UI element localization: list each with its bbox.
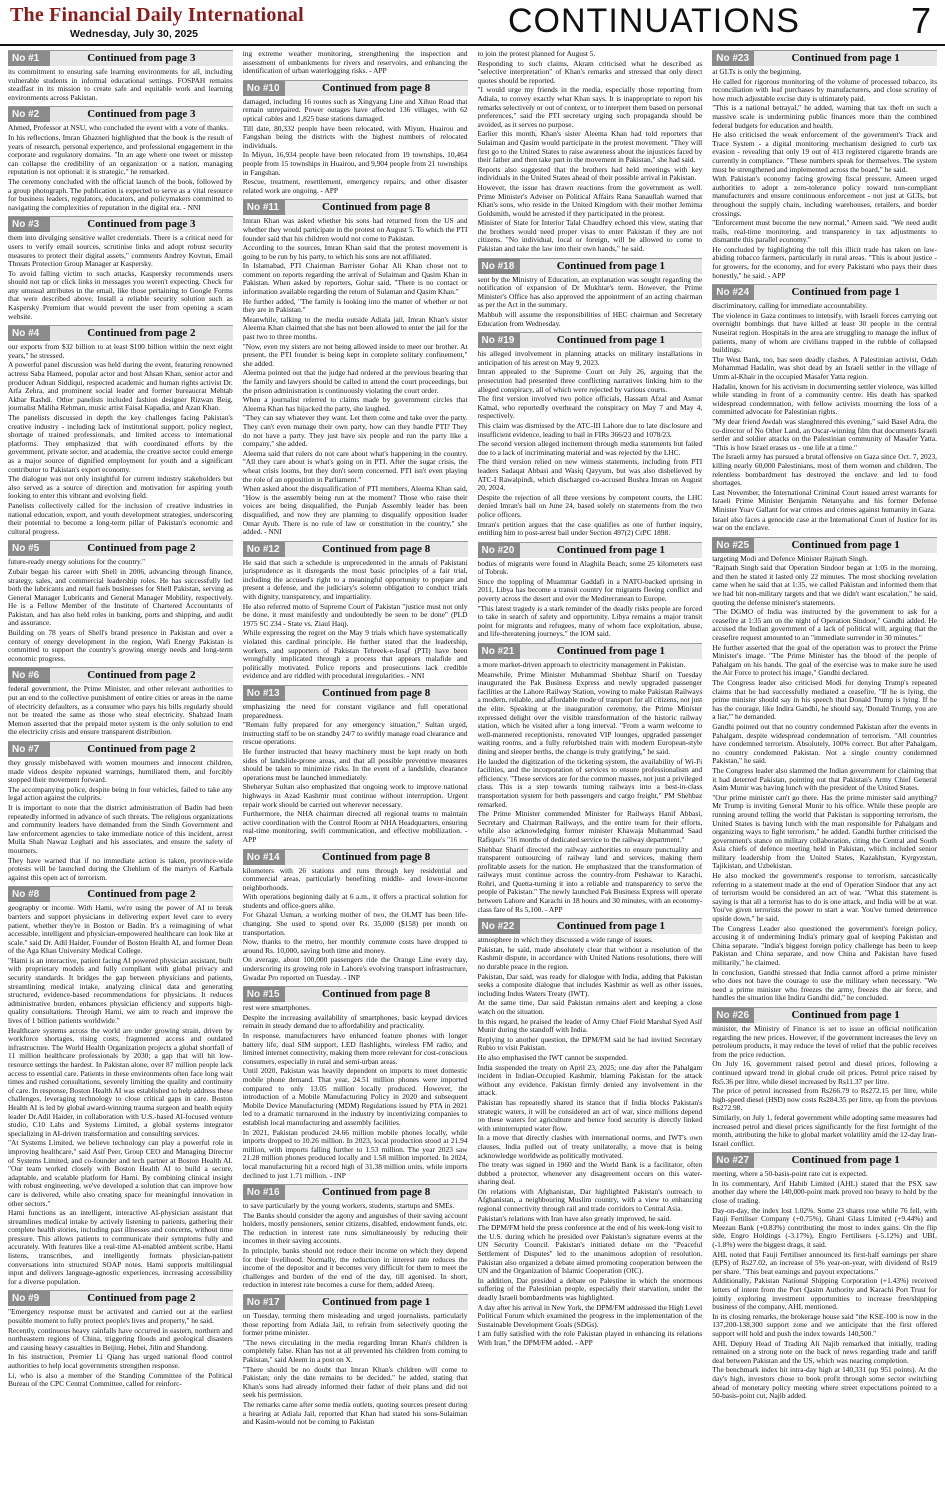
continuation-article [8, 667, 233, 737]
article-paragraph: The Congress leader also slammed the Indian government for claiming that it had deterred Pakistan, pointing out that Pakistan's Army Chief General Asim Munir was having lunch with the president of the United States. [712, 765, 937, 793]
article-paragraph: The West Bank, too, has seen deadly clashes. A Palestinian activist, Odah Mohammad Hadalin, was shot dead by an Israeli settler in the village of Umm al-Khair in the occupied Masafer Yatta region. [712, 354, 937, 381]
article-paragraph: "At Systems Limited, we believe technology can play a powerful role in improving healthcare," said Asif Peer, Group CEO and Managing Director of Systems Limited, and co-founder and tech partner at Boston Health AI. "Our team worked closely with Boston Health AI to build a secure, adaptable, and scalable platform for Hami. By combining clinical insight with robust engineering, we've developed a solution that can improve how care is delivered, while also creating space for meaningful innovation in other sectors." [8, 1138, 233, 1208]
continuation-header [243, 541, 468, 557]
article-paragraph: A powerful panel discussion was held during the event, featuring renowned actress Saba Hameed, popular actor and host Ahsan Khan, senior actor and producer Adnan Siddiqui, respected academic and human rights activist Dr. Arfa Zehra, and prominent social leader and former bureaucrat Mehtab Akbar Rashdi. Other panelists included fashion designer Rizwan Beig, journalist Maliha Rehman, music artist Faisal Kapadia, and Azan Khan. [8, 360, 233, 413]
article-paragraph: Zubair began his career with Shell in 2006, advancing through finance, strategy, sales, and commercial leadership roles. He has successfully led both the lubricants and retail fuels businesses for Shell Pakistan, serving as General Manager Lubricants and General Manager Mobility, respectively. He is a Fellow Member of the Institute of Chartered Accountants of Pakistan, and has also held roles in banking, ports and shipping, and audit and assurance. [8, 566, 233, 628]
continued-from-label: Continued from page 3 [87, 108, 196, 121]
continued-from-label: Continued from page 1 [791, 538, 900, 551]
continued-from-label: Continued from page 1 [556, 259, 666, 272]
continuation-number: No #21 [478, 644, 520, 659]
article-paragraph: In addition, Dar presided a debate on Palestine in which the enormous suffering of the Palestinian people, especially their starvation, under the deadly Israeli bombardments was highlighted. [477, 1275, 703, 1302]
article-paragraph: AHL Deputy Head of Trading Ali Najib remarked that initially, trading remained on a strong note on the back of news regarding trade and tariff deal between Pakistan and the US, which was nearing completion. [712, 1338, 937, 1365]
article-paragraph: The Congress Leader also questioned the government's foreign policy, accusing it of undermining India's primary goal of keeping Pakistan and China separate. "India's biggest foreign policy challenge has been to keep Pakistan and China separate, and now China and Pakistan have fused militarily," he claimed. [712, 923, 937, 967]
article-paragraph: Rescue, treatment, resettlement, emergency repairs, and other disaster related work are ongoing. - APP [242, 177, 468, 195]
continuation-header [712, 1152, 937, 1168]
article-paragraph: He said that such a schedule is unprecedented in the annals of Pakistani jurisprudence as it disregards the most basic principles of a fair trial, including the accused's right to a meaningful opportunity to prepare and present a defense, and the judiciary's solemn obligation to conduct trials with dignity, transparency, and impartiality. [242, 557, 468, 602]
article-paragraph: According to the sources, Imran Khan said that the protest movement is going to be run by his party, to which his sons are not affiliated. [242, 243, 468, 261]
article-paragraph: his alleged involvement in planning attacks on military installations in anticipation of his arrest on May 9, 2023. [477, 349, 703, 367]
continued-from-label: Continued from page 8 [321, 201, 431, 214]
article-paragraph: In 2021, Pakistan produced 24.66 million mobile phones locally, while imports dropped to 10.26 million. In 2023, local production stood at 21.94 million, with imports falling further to 1.53 million. The year 2023 saw 21.28 million phones produced locally and 1.58 million imported. In 2024, local manufacturing hit a record high of 31.38 million units, while imports declined to just 1.71 million. - INP [242, 1127, 468, 1180]
continuation-number: No #8 [8, 887, 50, 902]
article-paragraph: minister, the Ministry of Finance is set to issue an official notification regarding the new prices. However, if the government increases the levy on petroleum products, it may reduce the level of relief that the public receives from the price reduction. [712, 1023, 937, 1059]
continuation-number: No #9 [8, 1291, 50, 1306]
continuation-header [243, 849, 468, 865]
continuation-number: No #5 [8, 541, 50, 556]
article-paragraph: The third version relied on new witness statements, including from PTI leaders Sadaqat Abbasi and Wasiq Qayyum, but was also disbelieved by ATC-I Rawalpindi, which discharged co-accused Bushra Imran on August 20, 2024. [477, 457, 703, 493]
article-paragraph: "This is a national betrayal," he added, warning that tax theft on such a massive scale is undermining public finances more than the combined federal budgets for education and health. [712, 103, 937, 130]
continued-from-label: Continued from page 1 [791, 1154, 900, 1167]
article-paragraph: Earlier this month, Khan's sister Aleema Khan had told reporters that Sulaiman and Qasim would participate in the protest movement. "They will first go to the United States to raise awareness about the injustices faced by their father and then take part in the movement in Pakistan," she had said. [477, 129, 703, 165]
continuation-header [243, 1294, 468, 1310]
continuation-article [712, 1007, 937, 1148]
continuation-number: No #13 [243, 686, 285, 701]
article-paragraph: Pakistan, Dar said, was ready for dialogue with India, adding that Pakistan seeks a composite dialogue that includes Kashmir as well as other issues, including Indus Waters Treaty (IWT). [477, 971, 703, 998]
article-paragraph: Pakistan has repeatedly shared its stance that if India blocks Pakistan's strategic waters, it will be considered an act of war, since millions depend on these waters for agriculture and hence food security is directly linked with uninterrupted water flow. [477, 1097, 703, 1133]
article-paragraph: When asked about the disqualification of PTI members, Aleema Khan said, "How is the assembly being run at the moment? Those who raise their voices are being disqualified, the Punjab Assembly leader has been disqualified, and now they are planning to disqualify opposition leader Omar Ayub. There is no rule of law or constitution in the country," she added. - NNI [242, 484, 468, 537]
continuation-header [8, 50, 233, 66]
article-paragraph: at GLTs is only the beginning. [712, 67, 802, 76]
article-paragraph: Furthermore, the NHA chairman directed all regional teams to maintain active coordination with the Control Room at NHA Headquarters, ensuring real-time monitoring, swift communication, and effective mobilization. - APP [242, 809, 468, 844]
continuation-header [478, 258, 703, 274]
article-paragraph: Reports also suggested that the brothers had held meetings with key individuals in the United States ahead of their possible arrival in Pakistan. [477, 164, 703, 183]
newspaper-name: The Financial Daily International [10, 4, 304, 26]
continuation-number: No #19 [478, 333, 520, 348]
continuation-number: No #24 [712, 285, 754, 300]
article-paragraph: "Now, even my sisters are not being allowed inside to meet our brother. At present, the PTI founder is being kept in complete solitary confinement," she added. [242, 341, 468, 368]
continuation-number: No #4 [8, 326, 50, 341]
article-paragraph: its commitment to ensuring safe learning environments for all, including vulnerable students in informal educational settings. FOSPAH remains steadfast in its mission to create safe and equitable work and learning environments across Pakistan. [8, 67, 233, 102]
continued-from-label: Continued from page 3 [87, 218, 196, 231]
article-paragraph: Building on 78 years of Shell's brand presence in Pakistan and over a century of energy development in the region, Wafi Energy Pakistan is committed to support the country's growing energy needs and long-term economic progress. [8, 628, 233, 663]
continued-from-label: Continued from page 1 [791, 52, 900, 64]
continued-from-label: Continued from page 1 [556, 334, 666, 347]
article-paragraph: Hadalin, known for his activism in documenting settler violence, was killed while standing in front of a community centre. His death has sparked widespread condemnation, with fellow activists mourning the loss of a committed advocate for Palestinian rights. [712, 381, 937, 417]
article-paragraph: rest were smartphones. [242, 1003, 311, 1013]
continuation-number: No #1 [8, 51, 50, 66]
article-paragraph: The second version alleged incitement through media statements but failed due to a lack of incriminating material and was rejected by the LHC. [477, 439, 703, 457]
continued-from-label: Continued from page 2 [87, 542, 196, 555]
article-paragraph: to save particularly by the young workers, students, startups and SMEs. [242, 1201, 455, 1211]
continuation-article [712, 1152, 937, 1400]
continuation-header [8, 1290, 233, 1306]
article-paragraph: ing extreme weather monitoring, strengthening the inspection and assessment of embankments for rivers and reservoirs, and enhancing the identification of urban waterlogging risks. - APP [242, 50, 468, 76]
news-column [243, 50, 468, 1500]
continuation-header [243, 685, 468, 701]
continuation-number: No #27 [712, 1153, 754, 1168]
article-paragraph: India suspended the treaty on April 23, 2025; one day after the Pahalgam incident in Indian-Occupied Kashmir, blaming Pakistan for the attack without any evidence. Pakistan firmly denied any involvement in the attack. [477, 1062, 703, 1098]
article-paragraph: Pakistan, he said, made absolutely clear that without a resolution of the Kashmir dispute, in accordance with United Nations resolutions, there will no durable peace in the region. [477, 944, 703, 972]
article-paragraph: Responding to such claims, Akram criticised what he described as "selective interpretation" of Khan's remarks and stressed that only direct quotes should be reported. [477, 58, 703, 85]
article-paragraph: Meanwhile, Prime Minister Muhammad Shehbaz Sharif on Tuesday inaugurated the Pak Business Express and newly upgraded passenger facilities at the Lahore Railway Station, vowing to make Pakistan Railways a modern, reliable, and affordable mode of transport for all citizens, not just the elite. Speaking at the inauguration ceremony, the Prime Minister expressed delight over the visible transformation of the historic railway station, which he visited after a long interval. "From a warm welcome to well-mannered receptionists, renovated VIP lounges, upgraded passenger waiting rooms, and a fully refurbished train with modern European-style dining and sleeper berths, the change is truly gratifying," he said. [477, 669, 703, 756]
article-paragraph: In conclusion, Gandhi stressed that India cannot afford a prime minister who does not have the courage to use the military when necessary. "We need a prime minister who freezes the army, freezes the air force, and handles the situation like Indira Gandhi did," he concluded. [712, 967, 937, 1003]
article-paragraph: The ceremony concluded with the official launch of the book, followed by a group photograph. The publication is expected to serve as a vital resource for business leaders, regulators, educators, and policymakers committed to navigating the complexities of reputation in the digital era. - NNI [8, 176, 233, 212]
continuation-header [712, 1007, 937, 1023]
article-paragraph: Li, who is also a member of the Standing Committee of the Political Bureau of the CPC Central Committee, called for reinforc- [8, 1370, 233, 1389]
article-paragraph: Healthcare systems across the world are under growing strain, driven by workforce shortages, rising costs, fragmented access and outdated infrastructure. The World Health Organization projects a global shortfall of 11 million healthcare professionals by 2030; a gap that will hit low-resource settings the hardest. In Pakistan alone, over 87 million people lack access to essential care. Patients in these environments often face long wait times and rushed consultations, severely limiting the quality and continuity of care. In response, Boston Health AI was established to help address these challenges, leveraging technology to close critical gaps in care. Boston Health AI is led by global award-winning trauma surgeon and health equity leader Dr.Adil Haider, in collaboration with U.S.-based AI-focused venture studio, C10 Labs and Systems Limited, a global systems integrator specializing in AI-driven transformation and consulting services. [8, 1025, 233, 1138]
continuation-columns [8, 50, 937, 1500]
article-paragraph: future-ready energy solutions for the country." [8, 557, 146, 567]
continuation-article [478, 918, 703, 1347]
article-paragraph: discriminatory, calling for immediate accountability. [712, 301, 868, 311]
continuation-article [8, 106, 233, 212]
article-paragraph: In its closing remarks, the brokerage house said "the KSE-100 is now in the 137,200-138,300 support zone and we anticipate that the first offered support will hold and push the index towards 140,500." [712, 1311, 937, 1338]
article-paragraph: He further added, "The family is looking into the matter of whether or not they are in Pakistan." [242, 296, 468, 315]
continuation-header [243, 199, 468, 215]
article-paragraph: He also mocked the government's response to terrorism, sarcastically referring to a statement made at the end of Operation Sindoor that any act of terrorism would be considered an act of war. "What this statement is saying is that all a terrorist has to do is one attack, and India will be at war. You've given terrorists the power to start a war. You've turned deterrence upside down," he said. [712, 871, 937, 924]
continued-from-label: Continued from page 8 [321, 850, 431, 863]
article-paragraph: For Ghazal Usman, a working mother of two, the OLMT has been life-changing. She used to spend over Rs. 35,000 ($158) per month on transportation. [242, 910, 468, 937]
continuation-header [712, 284, 937, 300]
article-paragraph: "This latest tragedy is a stark reminder of the deadly risks people are forced to take in search of safety and opportunity. Libya remains a major transit point for migrants and refugees, many of whom face exploitation, abuse, and life-threatening journeys," the IOM said. [477, 603, 703, 639]
article-paragraph: "Emergency response must be activated and carried out at the earliest possible moment to fully protect people's lives and property," he said. [8, 1307, 233, 1326]
continuation-header [8, 667, 233, 683]
article-paragraph: The panelists discussed in depth the key challenges facing Pakistan's creative industry - including lack of institutional support, policy neglect, shortage of trained professionals, and limited access to international platforms. They emphasized that with coordinated efforts by the government, private sector, and academia, the creative sector could emerge as a major source of dignified employment for youth and a significant contributor to Pakistan's export economy. [8, 413, 233, 474]
article-paragraph: In Miyun, 16,934 people have been relocated from 19 townships, 10,464 people from 15 townships in Huairou, and 9,904 people from 21 townships in Fangshan. [242, 150, 468, 177]
article-paragraph: The benchmark index hit intra-day high at 140,331 (up 951 points). At the day's high, investors chose to book profit through some sector switching ahead of monetary policy meeting where street expectations pointed to a 50-basis-point cut, Najib added. [712, 1365, 937, 1401]
article-paragraph: He also criticised the weak enforcement of the government's Track and Trace System - a digital monitoring mechanism designed to curb tax evasion - revealing that only 19 out of 413 registered cigarette brands are currently in compliance. "These numbers speak for themselves. The system must be strengthened and implemented across the board," he said. [712, 130, 937, 174]
continuation-article [243, 1184, 468, 1290]
article-paragraph: Israel also faces a genocide case at the International Court of Justice for its war on the enclave. [712, 514, 937, 533]
article-paragraph: Till date, 80,332 people have been relocated, with Miyun, Huairou and Fangshan being the districts with the highest numbers of relocated individuals. [242, 123, 468, 150]
article-paragraph: Despite the rejection of all three versions by competent courts, the LHC denied Imran's bail on June 24, based solely on statements from the two police officers. [477, 492, 703, 519]
article-paragraph: They have warned that if no immediate action is taken, province-wide protests will be launched during the Chehlum of the martyrs of Karbala against this open act of terrorism. [8, 855, 233, 882]
article-paragraph: Hami functions as an intelligent, interactive AI-physician assistant that streamlines medical intake by actively listening to patients, gathering their complete health stories, including past illnesses and concerns, without time pressure. This allows patients to communicate their symptoms fully and accurately. With features like a real-time AI-enabled ambient scribe, Hami listens, transcribes, and intelligently formats physician-patient conversations into structured SOAP notes. Hami supports multilingual input and delivers language-agnostic experiences, increasing accessibility for a diverse population. [8, 1208, 233, 1286]
article-paragraph: a more market-driven approach to electricity management in Pakistan. [477, 660, 686, 670]
article-paragraph: "Enforcement must become the new normal," Ameen said. "We need audit trails, real-time monitoring, and transparency in tax adjustments to dismantle this parallel economy." [712, 218, 937, 245]
article-paragraph: The dialogue was not only insightful for current industry stakeholders but also served as a source of direction and motivation for aspiring youth looking to enter this vibrant and evolving field. [8, 474, 233, 501]
article-paragraph: In his reflections, Imran Ghazneri highlighted that the book is the result of years of research, personal experience, and professional engagement in the corporate and regulatory domains. "In an age where one tweet or misstep can collapse the credibility of an organization or a nation, managing reputation is not optional: it is strategic," he remarked. [8, 132, 233, 177]
article-paragraph: In his instruction, Premier Li Qiang has urged national flood control authorities to help local governments strengthen response. [8, 1352, 233, 1370]
article-paragraph: He lauded the digitization of the ticketing system, the availability of Wi-Fi facilities, and the incorporation of services to ensure professionalism and efficiency. "These services are for the common masses, not just a privileged class. This is a step towards turning railways into a best-in-class transportation system for both passengers and cargo freight," PM Shehbaz remarked. [477, 756, 703, 809]
article-paragraph: Aleema pointed out that the judge had ordered at the previous hearing that the family and lawyers should be called to attend the court proceedings, but the prison administration is continuously violating the court order. [242, 368, 468, 395]
continued-from-label: Continued from page 3 [87, 52, 196, 64]
article-paragraph: "They can say whatever they want. Let them come and take over the party. They can't even manage their own party, how can they handle PTI? They do not have a party. They just have six people and run the party like a company," she added. [242, 413, 468, 449]
article-paragraph: Pakistan's relations with Iran have also greatly improved, he said. [477, 1213, 672, 1223]
article-paragraph: they grossly misbehaved with women mourners and innocent children, made videos despite repeated warnings, humiliated them, and forcibly stopped their movement forward. [8, 758, 233, 785]
continuation-article [712, 284, 937, 532]
article-paragraph: On average, about 100,000 passengers ride the Orange Line every day, underscoring its growing role in Lahore's evolving transport infrastructure, Gwadar Pro reported on Tuesday. - INP [242, 955, 468, 982]
continuation-article [8, 886, 233, 1286]
continuation-header [243, 1184, 468, 1200]
article-paragraph: "Hami is an interactive, patient facing AI powered physician assistant, built with proprietary models and fully compliant with global privacy and security standards. It bridges the gap between physicians and patients, streamlining medical intake, analyzing clinical data and generating structured, evidence-based recommendations for physicians. It reduces administrative burden, enhances physician efficiency and supports high-quality consultations. Through Hami, we aim to reach and improve the lives of 1 billion patients worldwide." [8, 955, 233, 1026]
article-paragraph: Similarly, on July 1, federal government while adopting same measures had increased petrol and diesel prices significantly for the first fortnight of the month, attributing the hike to global market volatility amid the 12-day Iran-Israel conflict. [712, 1112, 937, 1148]
article-paragraph: He concluded by highlighting the toll this illicit trade has taken on law-abiding tobacco farmers, particularly in rural areas. "This is about justice - for growers, for the economy, and for every Pakistani who pays their dues honestly," he said. - APP [712, 244, 937, 280]
article-paragraph: damaged, including 16 routes such as Xingyang Line and Xihuo Road that remain unrepaired. Power outages have affected 136 villages, with 62 optical cables and 1,825 base stations damaged. [242, 96, 468, 123]
article-paragraph: "The DGMO of India was instructed by the government to ask for a ceasefire at 1:35 am on the night of Operation Sindoor," Gandhi added. He accused the Indian government of a lack of political will, arguing that the ceasefire request amounted to an "immediate surrender in 30 minutes." [712, 607, 937, 643]
article-paragraph: federal government, the Prime Minister, and other relevant authorities to put an end to the collective punishment of entire cities or areas in the name of electricity defaulters, as a consumer who pays his bills regularly should not be treated the same as those who steal electricity. Shahzad Inam Memon asserted that the prepaid meter system is the only solution to end the electricity crisis and ensure transparent distribution. [8, 684, 233, 737]
article-paragraph: Now, thanks to the metro, her monthly commute costs have dropped to around Rs. 10,000, saving both time and money. [242, 937, 468, 955]
article-paragraph: targeting Modi and Defence Minister Rajnath Singh. [712, 553, 868, 563]
article-paragraph: Minister of State for Interior Talal Chaudhry echoed this view, stating that the brothers would need proper visas to enter Pakistan if they are not citizens. "No individual, local or foreign, will be allowed to come to Pakistan and take the law into their own hands," he said. [477, 218, 703, 254]
continuation-header [8, 886, 233, 902]
article-paragraph: Gandhi pointed out that no country condemned Pakistan after the events in Pahalgam, despite widespread condemnation of terrorism. "All countries have condemned terrorism. Absolutely, 100% correct. But after Pahalgam, no country condemned Pakistan. Not a single country condemned Pakistan," he said. [712, 721, 937, 766]
continuation-number: No #14 [243, 850, 285, 865]
article-paragraph: Imran appealed to the Supreme Court on July 26, arguing that the prosecution had presented three conflicting narratives linking him to the alleged conspiracy, all of which were rejected by various courts. [477, 367, 703, 394]
article-paragraph: Imran Khan was asked whether his sons had returned from the US and whether they would participate in the protest on August 5. To which the PTI founder said that his children would not come to Pakistan. [242, 216, 468, 243]
continued-from-label: Continued from page 1 [556, 645, 666, 658]
continuation-article [712, 537, 937, 1003]
article-paragraph: With operations beginning daily at 6 a.m., it offers a practical solution for students and office-goers alike. [242, 892, 468, 910]
continuation-header [8, 741, 233, 757]
continuation-header [8, 216, 233, 232]
article-paragraph: Mahbub will assume the responsibilities of HEC chairman and Secretary Education from Wednesday. [477, 310, 703, 328]
continuation-article [243, 80, 468, 196]
continuation-article [478, 258, 703, 329]
article-paragraph: He further asserted that the goal of the operation was to protect the Prime Minister's image. "The Prime Minister has the blood of the people of Pahalgam on his hands. The goal of the exercise was to make sure he used the Air Force to protect his image," Gandhi declared. [712, 642, 937, 678]
article-paragraph: Imran's petition argues that the case qualifies as one of further inquiry, entitling him to post-arrest bail under Section 497(2) CrPC 1898. [477, 519, 703, 538]
article-paragraph: them into divulging sensitive wallet credentials. There is a critical need for users to verify email sources, scrutinise links and adopt robust security measures to protect their digital assets," comments Andrey Kovtun, Email Threats Protection Group Manager at Kaspersky. [8, 233, 233, 269]
continuation-header [243, 80, 468, 96]
continuation-number: No #2 [8, 107, 50, 122]
continuation-number: No #18 [478, 259, 520, 274]
article-paragraph: Despite the increasing availability of smartphones, basic keypad devices remain in steady demand due to affordability and practicality. [242, 1012, 468, 1031]
continuation-number: No #11 [243, 200, 285, 215]
article-paragraph: Last November, the International Criminal Court issued arrest warrants for Israeli Prime Minister Benjamin Netanyahu and his former Defense Minister Yoav Gallant for war crimes and crimes against humanity in Gaza. [712, 487, 937, 514]
continued-from-label: Continued from page 1 [791, 1008, 900, 1021]
continuation-number: No #15 [243, 987, 285, 1002]
article-paragraph: I am fully satisfied with the role Pakistan played in enhancing its relations With Iran," the DPM/FM added. - APP [477, 1329, 703, 1347]
continuation-header [8, 325, 233, 341]
continuation-number: No #10 [243, 81, 285, 96]
continuation-number: No #16 [243, 1185, 285, 1200]
article-paragraph: our exports from $32 billion to at least $100 billion within the next eight years," he stressed. [8, 342, 233, 360]
article-paragraph: bodies of migrants were found in Alaghila Beach, some 25 kilometers east of Tobruk. [477, 558, 703, 577]
continued-from-label: Continued from page 2 [87, 1292, 196, 1305]
article-paragraph: At the same time, Dar said Pakistan remains alert and keeping a close watch on the situation. [477, 998, 703, 1016]
article-paragraph: Panelists collectively called for the inclusion of creative industries in national education, export, and youth development strategies, underscoring their potential to become a long-term pillar of Pakistan's economic and cultural progress. [8, 500, 233, 536]
continued-from-label: Continued from page 1 [791, 286, 900, 299]
article-paragraph: The accompanying police, despite being in four vehicles, failed to take any legal action against the culprits. [8, 784, 233, 803]
article-paragraph: "Our prime minister can't go there. Has the prime minister said anything? Mr Trump is inviting General Munir to his office. While these people are running around telling the world that Pakistan is supporting terrorism, the United States is having lunch with the man responsible for Pahalgam and organizing ways to fight terrorism," he added. Gandhi further criticised the government's stance on military collaboration, citing the Central and South Asia chiefs of defence meeting held in Pakistan, which included senior military leadership from the United States, Kazakhstan, Kyrgyzstan, Tajikistan, and Uzbekistan. [712, 792, 937, 871]
article-paragraph: In its commentary, Arif Habib Limited (AHL) stated that the PSX saw another day where the 140,000-point mark proved too heavy to hold by the close of trading. [712, 1178, 937, 1206]
article-paragraph: He also referred motto of Supreme Court of Pakistan "justice must not only be done, it must manifestly and undoubtedly be seen to be done" (PLD 1975 SC 234 - State vs. Ziaul Haq). [242, 601, 468, 628]
continuation-number: No #22 [478, 919, 520, 934]
article-paragraph: "Rajnath Singh said that Operation Sindoor began at 1:05 in the morning, and then he stated it lasted only 22 minutes. The most shocking revelation came when he said that at 1:35, we called Pakistan and informed them that we had hit non-military targets and that we didn't want escalation," he said, quoting the defense minister's statements. [712, 563, 937, 607]
article-paragraph: to join the protest planned for August 5. [477, 50, 596, 58]
news-column [478, 50, 703, 1500]
continuation-article [243, 685, 468, 845]
article-paragraph: He further instructed that heavy machinery must be kept ready on both sides of landslide-prone areas, and that all possible preventive measures should be taken to minimize risks. In the event of a landslide, clearance operations must be launched immediately. [242, 746, 468, 782]
continuation-article [8, 325, 233, 536]
article-paragraph: However, the issue has drawn reactions from the government as well. Prime Minister's Adviser on Political Affairs Rana Sanaullah warned that Khan's sons, who reside in the United Kingdom with their mother Jemima Goldsmith, would be arrested if they participated in the protest. [477, 182, 703, 218]
continuation-article [8, 216, 233, 321]
continuation-header [8, 106, 233, 122]
news-column [712, 50, 937, 1500]
article-paragraph: Additionally, Pakistan National Shipping Corporation (+1.43%) received letters of intent from the Port Qasim Authority and Karachi Port Trust for jointly exploring investment opportunities to increase free/shipping business of the company, AHL mentioned. [712, 1276, 937, 1312]
article-paragraph: The price of petrol increased from Rs266.79 to Rs272.15 per litre, while high-speed diesel (HSD) now costs Rs284.35 per litre, up from the previous Rs272.98. [712, 1086, 937, 1113]
continued-from-label: Continued from page 2 [87, 669, 196, 682]
article-paragraph: "There should be no doubt that Imran Khan's children will come to Pakistan; only the date remains to be decided," he added, stating that Khan's sons had already informed their father of their plans and did not seek his permission. [242, 1364, 468, 1400]
article-paragraph: "The news circulating in the media regarding Imran Khan's children is completely false. Khan has not at all prevented his children from coming to Pakistan," said Aleem in a post on X. [242, 1337, 468, 1364]
continued-from-label: Continued from page 8 [321, 81, 431, 94]
article-paragraph: A day after his arrival in New York, the DPM/FM addressed the High Level Political Forum which examined the progress in the implementation of the Sustainable Development Goals (SDGs). [477, 1302, 703, 1329]
article-paragraph: The Israeli army has pursued a brutal offensive on Gaza since Oct. 7, 2023, killing nearly 60,000 Palestinians, most of them women and children. The relentless bombardment has destroyed the enclave and led to food shortages. [712, 452, 937, 488]
article-paragraph: "My dear friend Awdah was slaughtered this evening," said Basel Adra, the co-director of No Other Land, an Oscar-winning film that documents Israeli settler and soldier attacks on the Palestinian community of Masafer Yatta. "This is how Israel erases us - one life at a time." [712, 416, 937, 452]
continuation-number: No #20 [478, 543, 520, 558]
continuation-article [243, 541, 468, 681]
continuation-article [8, 741, 233, 882]
article-paragraph: On relations with Afghanistan, Dar highlighted Pakistan's outreach to Afghanistan, a neighbouring Muslim country, with a view to enhancing regional connectivity through rail and trade corridors to Central Asia. [477, 1186, 703, 1214]
continuation-header [478, 542, 703, 558]
continued-from-label: Continued from page 1 [321, 1296, 431, 1309]
continued-from-label: Continued from page 2 [87, 327, 196, 340]
continuation-header [8, 540, 233, 556]
article-paragraph: While expressing the regret on the May 9 trials which have systematically violated this cardinal principle. He further stated that the leadership, workers, and supporters of Pakistan Tehreek-e-Insaf (PTI) have been wrongfully implicated through a process that appears malafide and politically motivated. Police reports and prosecutions lack credible evidence and are riddled with procedural irregularities. - NNI [242, 628, 468, 681]
continuation-article [478, 643, 703, 914]
article-paragraph: "Remain fully prepared for any emergency situation," Sultan urged, instructing staff to be on standby 24/7 to swiftly manage road clearance and rescue operations. [242, 720, 468, 747]
article-paragraph: In response, manufacturers have enhanced feature phones with longer battery life, dual SIM support, LED flashlights, wireless FM radio, and limited internet connectivity, making them more relevant for cost-conscious consumers, especially in rural and semi-urban areas. [242, 1031, 468, 1066]
article-paragraph: geography or income. With Hami, we're using the power of AI to break barriers and support physicians in delivering expert level care to every patient, whether they're in Boston or Badin. It's a reimagining of what accessible, intelligent and physician-empowered healthcare can look like at scale." said Dr. Adil Haider, Founder of Boston Health AI, and former Dean of the Aga Khan University Medical College. [8, 903, 233, 956]
article-paragraph: He called for rigorous monitoring of the volume of processed tobacco, its reconciliation with leaf purchases by manufacturers, and close scrutiny of how much adjustable excise duty is ultimately paid. [712, 76, 937, 103]
continuation-article [712, 50, 937, 280]
continuation-header [478, 918, 703, 934]
article-paragraph: He also emphasised the IWT cannot be suspended. [477, 1052, 628, 1062]
article-paragraph: The DPM/FM held the press conference at the end of his week-long visit to the U.S. during which he presided over Pakistan's signature events at the UN Security Council. Pakistan's initiated debate on the "Peaceful Settlement of Disputes" led to the unanimous adoption of resolution. Pakistan also organized a debate aimed promoting cooperation between the UN and the Organization of Islamic Cooperation (OIC). [477, 1223, 703, 1276]
continuation-header [712, 50, 937, 66]
continued-from-label: Continued from page 8 [321, 1186, 431, 1199]
article-paragraph: AHL noted that Fauji Fertiliser announced its first-half earnings per share (EPS) of Rs27.02, an increase of 5% year-on-year, with dividend of Rs19 per share. "This beat earnings and payout expectations." [712, 1249, 937, 1276]
article-paragraph: atmosphere in which they discussed a wide range of issues. [477, 935, 653, 945]
article-paragraph: The remarks came after some media outlets, quoting sources present during a hearing at Adiala Jail, reported that Khan had stated his sons-Sulaiman and Kasim-would not be coming to Pakistan [242, 1399, 468, 1427]
continuation-article [243, 50, 468, 76]
continuation-article [243, 986, 468, 1180]
article-paragraph: Day-on-day, the index lost 1.02%. Some 23 shares rose while 76 fell, with Fauji Fertiliser Company (+0.75%), Ghani Glass Limited (+9.44%) and Meezan Bank (+0.83%) contributing the most to index gains. On the flip side, Engro Holdings (-3.17%), Engro Fertilisers (-5.12%) and UBL (-1.8%) were the biggest drags, it said. [712, 1205, 937, 1250]
continuation-header [478, 643, 703, 659]
continuation-number: No #25 [712, 538, 754, 553]
continuation-article [243, 849, 468, 983]
article-paragraph: The treaty was signed in 1960 and the World Bank is a facilitator, often dubbed a protector, whenever any disagreement occurs on this water-sharing deal. [477, 1160, 703, 1187]
continuation-article [478, 542, 703, 639]
article-paragraph: This claim was dismissed by the ATC-III Lahore due to late disclosure and insufficient evidence, leading to bail in FIRs 366/23 and 1078/23. [477, 420, 703, 439]
article-paragraph: "I would urge my friends in the media, especially those reporting from Adiala, to convey exactly what Khan says. It is inappropriate to report his remarks selectively or out of context, or to interpret them based on personal preferences," said the PTI secretary urging such propaganda should be avoided, as it serves no purpose. [477, 85, 703, 129]
continuation-number: No #17 [243, 1295, 285, 1310]
continuation-number: No #3 [8, 217, 50, 232]
continued-from-label: Continued from page 1 [556, 543, 666, 556]
article-paragraph: Sheheryar Sultan also emphasized that ongoing work to improve national highways in Azad Kashmir must continue without interruption. Urgent repair work should be carried out wherever necessary. [242, 782, 468, 809]
continuation-article [243, 199, 468, 536]
continuation-number: No #23 [712, 51, 754, 66]
article-paragraph: The Banks should consider the agony and anguishes of their saving account holders, mostly pensioners, senior citizens, disabled, endowment funds, etc. The reduction in interest rate runs simultaneously by reducing their incomes in their saving accounts. [242, 1210, 468, 1246]
article-paragraph: on Tuesday, terming them misleading and urged journalists, particularly those reporting from Adiala Jail, to refrain from selectively quoting the former prime minister. [242, 1311, 468, 1338]
article-paragraph: Ahmed, Professor at NSU, who concluded the event with a vote of thanks. [8, 123, 229, 133]
continued-from-label: Continued from page 2 [87, 743, 196, 755]
article-paragraph: In Islamabad, PTI Chairman Barrister Gohar Ali Khan chose not to comment on reports regarding the arrival of Sulaiman and Qasim Khan in Pakistan. When asked by reporters, Gohar said, "There is no contact or information available regarding the return of Sulaman and Qasim Khan." [242, 261, 468, 297]
continuation-number: No #6 [8, 668, 50, 683]
article-paragraph: Since the toppling of Muammar Gaddafi in a NATO-backed uprising in 2011, Libya has become a transit country for migrants fleeing conflict and poverty across the desert and over the Mediterranean to Europe. [477, 576, 703, 604]
article-paragraph: In principle, banks should not reduce their income on which they depend for their livelihood. Normally, the reduction in interest rate reduces the income of the depositor and it becomes very difficult for them to meet the challenges and burden of the end of the day, till agonised. In short, reduction in interest rate becomes a curse for them, added Ateeq. [242, 1246, 468, 1290]
continuation-article [478, 50, 703, 254]
continued-from-label: Continued from page 1 [556, 920, 666, 933]
continuation-number: No #12 [243, 542, 285, 557]
article-paragraph: In this regard, he praised the leader of Army Chief Field Marshal Syed Asif Munir during the standoff with India. [477, 1016, 703, 1035]
continuation-article [8, 50, 233, 102]
article-paragraph: On July 16, government raised petrol and diesel prices, following a continued upward trend in global crude oil prices. Petrol price raised by Rs5.36 per litre, while diesel increased by Rs11.37 per litre. [712, 1059, 937, 1086]
continued-from-label: Continued from page 8 [321, 988, 431, 1001]
continuation-header [478, 332, 703, 348]
issue-date: Wednesday, July 30, 2025 [70, 28, 199, 40]
page-number: 7 [910, 0, 931, 41]
article-paragraph: In a move that directly clashes with international norms, and IWT's own clauses, India pulled out of treaty unilaterally, a move that is being acknowledge worldwide as politically motivated. [477, 1133, 703, 1160]
article-paragraph: Aleema said that rulers do not care about what's happening in the country. "All they care about is what's going on in PTI. After the sugar crisis, the wheat crisis looms, but they don't seem concerned. PTI isn't even playing the role of an opposition in Parliament." [242, 448, 468, 484]
article-paragraph: To avoid falling victim to such attacks, Kaspersky recommends users should not tap or click links in messages you weren't expecting. Check for any unusual attributes in the email, like those pertaining to Google Forms that were described above. Install a reliable security solution such as Kaspersky Premium that would prevent the user from opening a scam website. [8, 268, 233, 321]
article-paragraph: When a journalist referred to claims made by government circles that Aleema Khan has hijacked the party, she laughed. [242, 395, 468, 413]
masthead [0, 0, 945, 46]
continuation-article [478, 332, 703, 537]
article-paragraph: kilometers with 26 stations and runs through key residential and commercial areas, particularly benefiting middle- and lower-income neighborhoods. [242, 865, 468, 892]
article-paragraph: sent by the Ministry of Education, an explanation was sought regarding the notification of expansion of Dr Mukhtar's term. However, the Prime Minister's Office has also approved the appointment of an acting chairman as per the Act in the summary. [477, 274, 703, 310]
article-paragraph: The Congress leader also criticised Modi for denying Trump's repeated claims that he had successfully mediated a ceasefire. "If he is lying, the prime minister should say in his speech that Donald Trump is lying. If he has the courage, like Indira Gandhi, he should say, 'Donald Trump, you are a liar,'" he demanded. [712, 678, 937, 722]
news-column [8, 50, 233, 1500]
article-paragraph: Shehbaz Sharif directed the railway authorities to ensure punctuality and transparent outsourcing of railway land and services, making them profitable assets for the nation. He emphasized that the transformation of railways must continue across the country-from Peshawar to Karachi, Rohri, and Quetta-turning it into a reliable and transparency to serve the people of Pakistan." The newly launched Pak Business Express will operate between Lahore and Karachi in 18 hours and 30 minutes, with an economy-class fare of Rs 5,100. - APP [477, 844, 703, 914]
article-paragraph: Until 2020, Pakistan was heavily dependent on imports to meet domestic mobile phone demand. That year, 24.51 million phones were imported compared to only 13.05 million locally produced. However, the introduction of a Mobile Manufacturing Policy in 2020 and subsequent Mobile Device Manufacturing (MDM) Regulations issued by PTA in 2021 led to a dramatic turnaround in the industry by incentivizing companies to establish local manufacturing and assembly facilities. [242, 1066, 468, 1127]
continued-from-label: Continued from page 8 [321, 542, 431, 555]
article-paragraph: emphasizing the need for constant vigilance and full operational preparedness. [242, 702, 468, 720]
continuation-article [8, 1290, 233, 1388]
article-paragraph: The violence in Gaza continues to intensify, with Israeli forces carrying out overnight bombings that have killed at least 30 people in the central Nuseirat region. Hospitals in the area are struggling to manage the influx of patients, many of whom are civilians trapped in the rubble of collapsed buildings. [712, 310, 937, 355]
continuation-article [243, 1294, 468, 1427]
continuation-number: No #26 [712, 1008, 754, 1023]
article-paragraph: Recently, continuous heavy rainfalls have occurred in eastern, northern and northeastern regions of China, triggering floods and geological disasters and causing heavy casualties in Beijing, Hebei, Jilin and Shandong. [8, 1325, 233, 1352]
article-paragraph: Replying to another question, the DPM/FM said he had invited Secretary Rubio to visit Pakistan. [477, 1034, 703, 1053]
article-paragraph: meeting, where a 50-basis-point rate cut is expected. [712, 1169, 868, 1179]
article-paragraph: Meanwhile, talking to the media outside Adiala jail, Imran Khan's sister Aleema Khan claimed that she has not been allowed to enter the jail for the past two to three months. [242, 314, 468, 342]
article-paragraph: It is important to note that the district administration of Badin had been repeatedly informed in advance of such threats. The religious organizations and community leaders have demanded from the Sindh Government and law enforcement agencies to take immediate notice of this incident, arrest Mulla Shah Nawaz Leghari and his associates, and ensure the safety of mourners. [8, 802, 233, 855]
continued-from-label: Continued from page 2 [87, 888, 196, 901]
continuation-number: No #7 [8, 742, 50, 757]
article-paragraph: With Pakistan's economy facing growing fiscal pressure, Ameen urged authorities to adopt a zero-tolerance policy toward non-compliant manufacturers and ensure continuous enforcement - not just at GLTs, but throughout the supply chain, including warehouses, retailers, and border crossings. [712, 174, 937, 218]
continuation-header [243, 986, 468, 1002]
continued-from-label: Continued from page 8 [321, 687, 431, 699]
article-paragraph: The Prime Minister commended Minister for Railways Hanif Abbasi, Secretary and Chairman Railways, and the entire team for their efforts, while also acknowledging former minister Khawaja Muhammad Saad Rafique's "16 months of dedicated service to the railway department." [477, 809, 703, 844]
section-title: CONTINUATIONS [508, 2, 800, 40]
continuation-article [8, 540, 233, 663]
continuation-header [712, 537, 937, 553]
article-paragraph: The first version involved two police officials, Hassam Afzal and Asmat Kamal, who reportedly overheard the conspiracy on May 7 and May 4, respectively. [477, 394, 703, 421]
